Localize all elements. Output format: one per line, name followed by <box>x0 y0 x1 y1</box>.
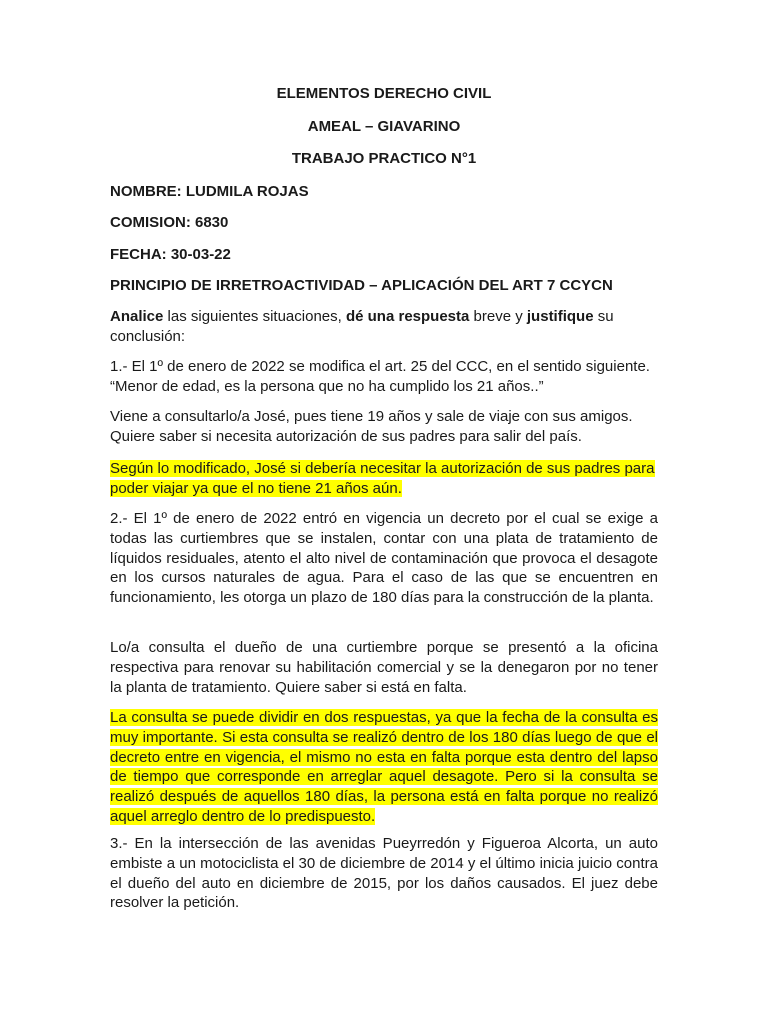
case1-question: Viene a consultarlo/a José, pues tiene 19 años y sale de viaje con sus amigos. Quiere saber si necesita autorización de sus padres para salir del país. <box>110 408 633 445</box>
instruction-text-3: su conclusión: <box>110 308 614 345</box>
case3-statement: 3.- En la intersección de las avenidas Pueyrredón y Figueroa Alcorta, un auto embiste a un motociclista el 30 de diciembre de 2014 y el último inicia juicio contra el dueño del auto en diciembre de 2015, por los daños causados. El juez debe resolver la petición. <box>110 835 658 912</box>
case1-answer <box>110 459 658 499</box>
instructions-paragraph <box>110 307 658 347</box>
student-comision: COMISION: 6830 <box>110 214 229 231</box>
case2-question: Lo/a consulta el dueño de una curtiembre porque se presentó a la oficina respectiva para renovar su habilitación comercial y se la denegaron por no tener la planta de tratamiento. Quiere saber si está en falta. <box>110 639 658 696</box>
professors-line: AMEAL – GIAVARINO <box>307 118 461 135</box>
topic-heading: PRINCIPIO DE IRRETROACTIVIDAD – APLICACIÓN DEL ART 7 CCYCN <box>110 277 613 294</box>
course-title: ELEMENTOS DERECHO CIVIL <box>276 85 492 102</box>
assignment-title: TRABAJO PRACTICO N°1 <box>291 150 477 167</box>
case1-answer-highlight: Según lo modificado, José si debería necesitar la autorización de sus padres para poder viajar ya que el no tiene 21 años aún. <box>110 460 655 497</box>
student-name: NOMBRE: LUDMILA ROJAS <box>110 183 309 200</box>
date-line: FECHA: 30-03-22 <box>110 246 231 263</box>
instruction-word-respuesta: dé una respuesta <box>345 308 470 325</box>
case2-answer-highlight: La consulta se puede dividir en dos respuestas, ya que la fecha de la consulta es muy importante. Si esta consulta se realizó dentro de los 180 días luego de que el decreto entre en vigencia, el mismo no esta en falta porque esta dentro del lapso de tiempo que corresponde en arreglar aquel desagote. Pero si la consulta se realizó después de aquellos 180 días, la persona está en falta porque no realizó aquel arreglo dentro de lo predispuesto. <box>110 709 658 825</box>
instruction-text-1: las siguientes situaciones, <box>163 308 346 325</box>
case1-statement: 1.- El 1º de enero de 2022 se modifica el art. 25 del CCC, en el sentido siguiente. “Menor de edad, es la persona que no ha cumplido los 21 años..” <box>110 358 650 395</box>
instruction-text-2: breve y <box>469 308 527 325</box>
instruction-word-justifique: justifique <box>526 308 594 325</box>
case2-answer <box>110 708 658 827</box>
instruction-word-analice: Analice <box>110 308 164 325</box>
case2-statement: 2.- El 1º de enero de 2022 entró en vigencia un decreto por el cual se exige a todas las curtiembres que se instalen, contar con una plata de tratamiento de líquidos residuales, atento el alto nivel de contaminación que provoca el desagote en los cursos naturales de agua. Para el caso de las que se encuentren en funcionamiento, les otorga un plazo de 180 días para la construcción de la planta. <box>110 510 658 607</box>
